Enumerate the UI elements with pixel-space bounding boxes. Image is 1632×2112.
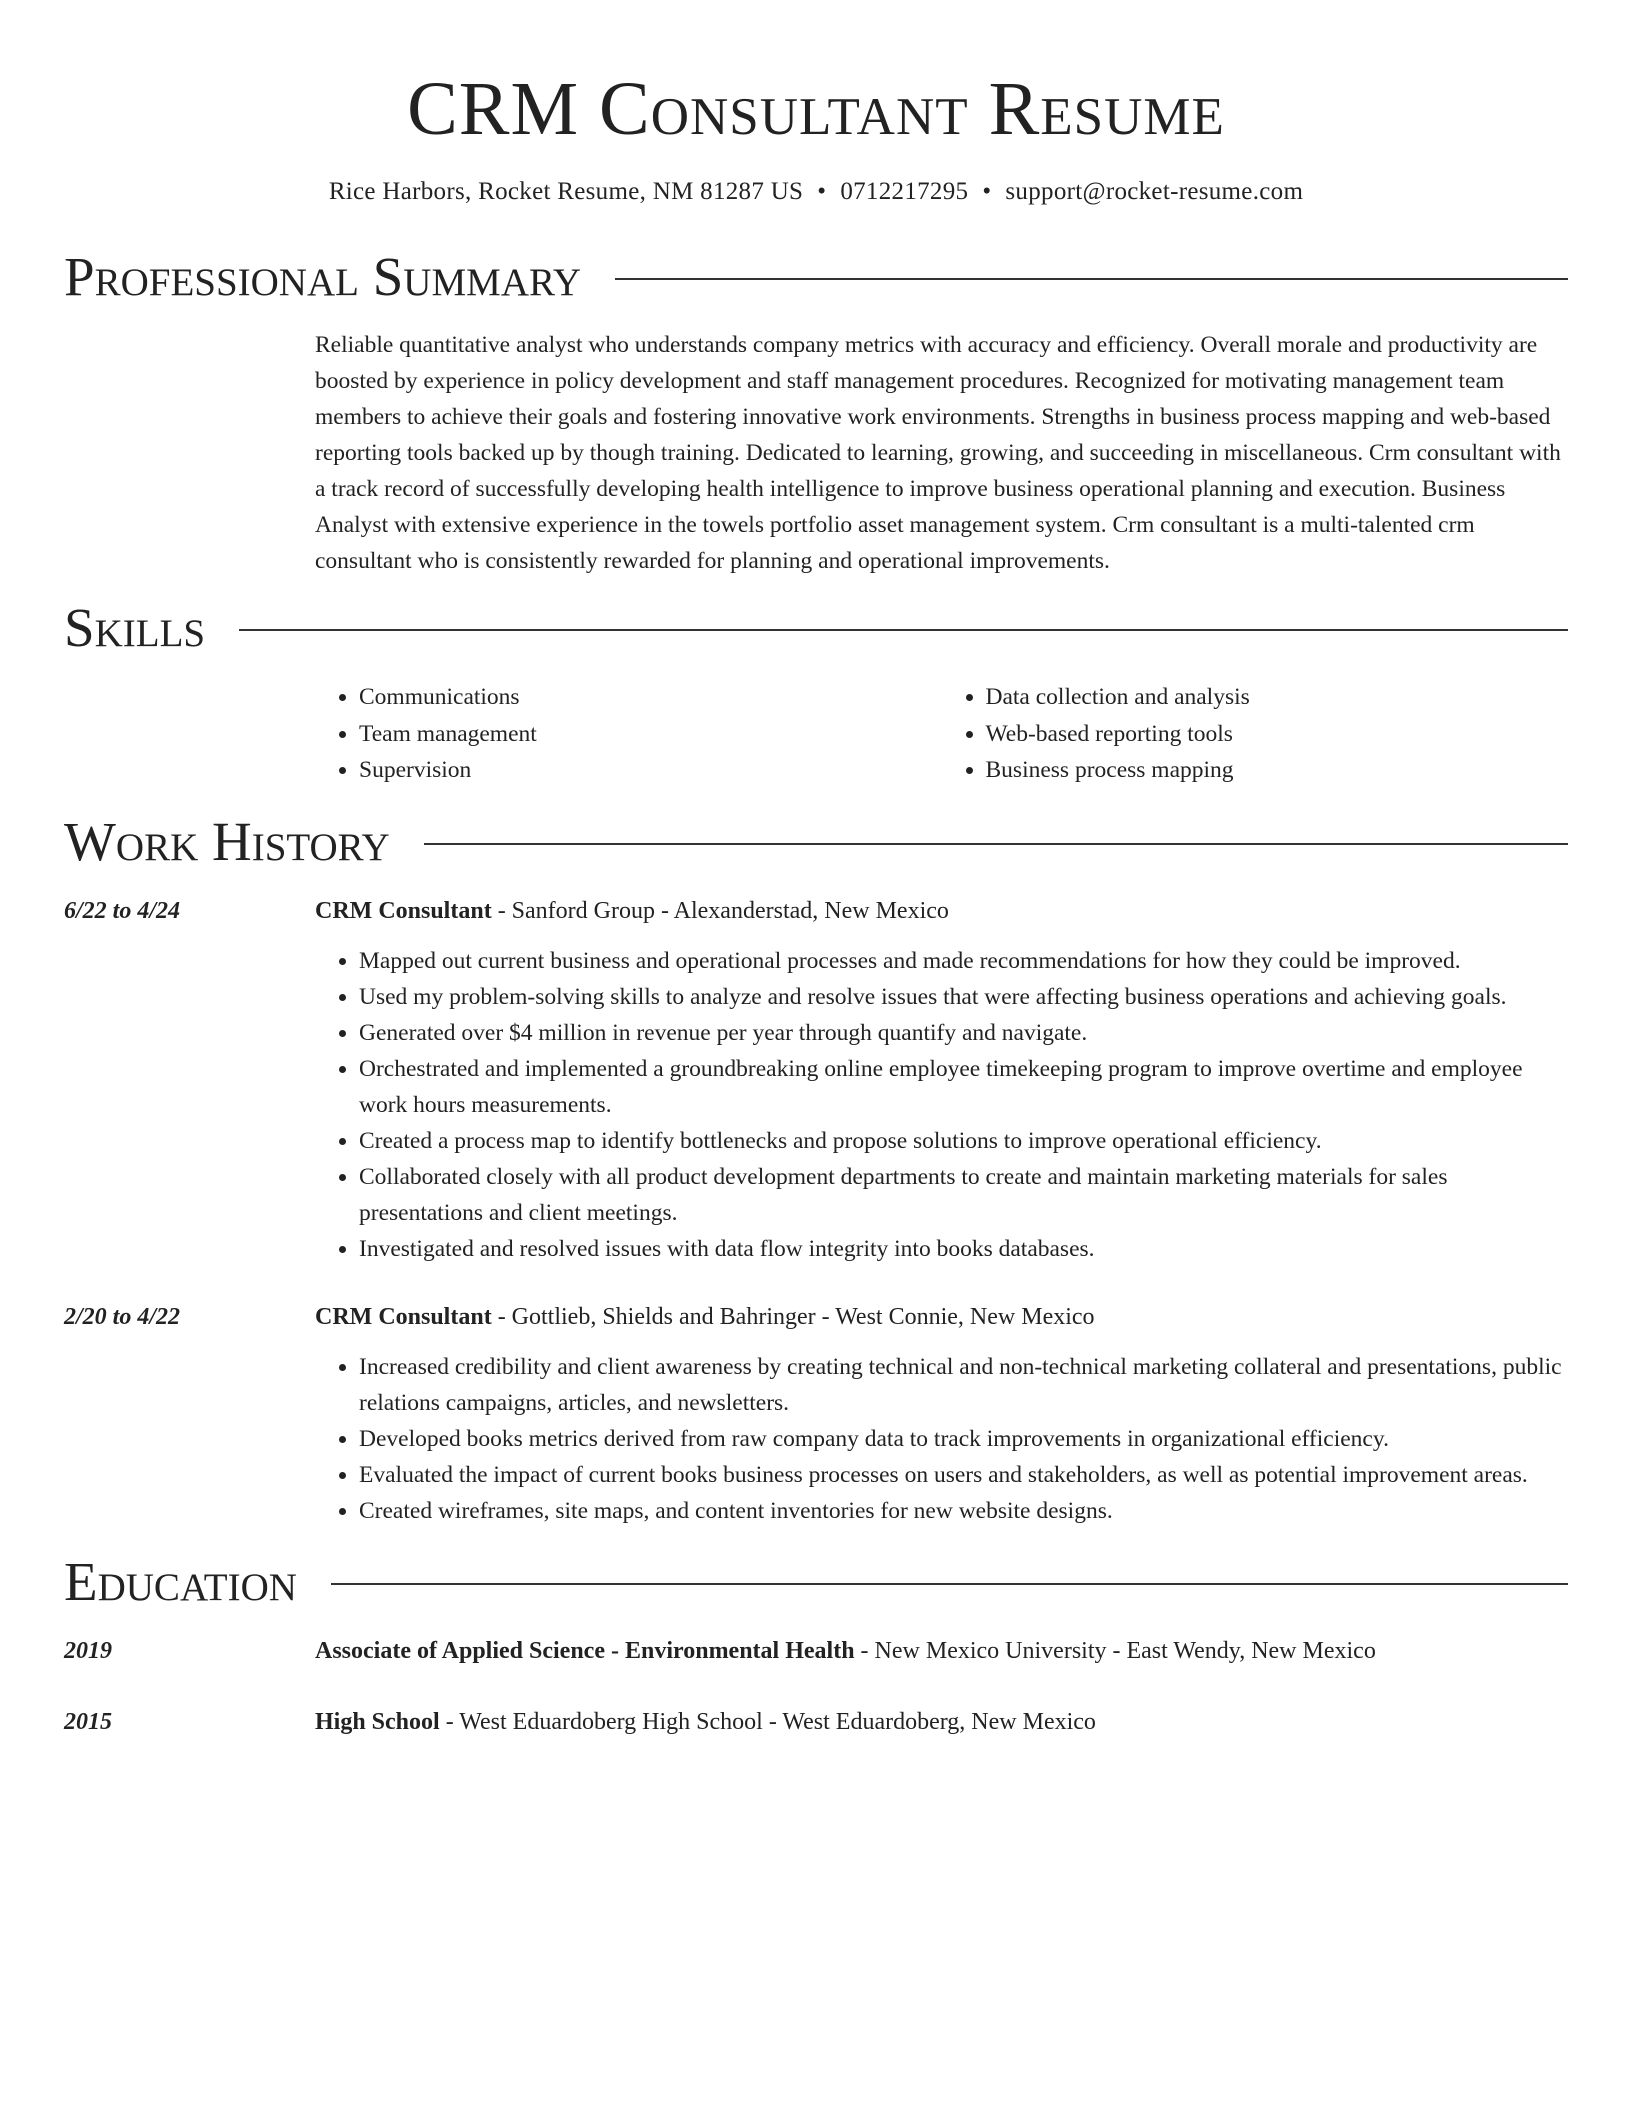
skill-item: • Team management [359, 716, 942, 753]
contact-address: Rice Harbors, Rocket Resume, NM 81287 US [328, 178, 804, 205]
education-details [315, 1633, 1568, 1669]
skills-list-right [942, 679, 1569, 789]
contact-line [64, 176, 1568, 208]
job-role: CRM Consultant [315, 1303, 492, 1330]
education-heading-line [315, 1633, 1568, 1669]
job-details [315, 1299, 1568, 1529]
education-entry [64, 1704, 1568, 1740]
education-school-location: - West Eduardoberg High School - West Eduardoberg, New Mexico [439, 1708, 1096, 1735]
summary-text: Reliable quantitative analyst who understands company metrics with accuracy and efficiency. Overall morale and productivity are boosted by experience in policy development and staff management procedures. Recognized for motivating management team members to achieve their goals and fostering innovative work environments. Strengths in business process mapping and web-based reporting tools backed up by though training. Dedicated to learning, growing, and succeeding in miscellaneous. Crm consultant with a track record of successfully developing health intelligence to improve business operational planning and execution. Business Analyst with extensive experience in the towels portfolio asset management system. Crm consultant is a multi-talented crm consultant who is consistently rewarded for planning and operational improvements. [315, 332, 1561, 574]
job-bullet: • Increased credibility and client awareness by creating technical and non-technical marketing collateral and presentations, public relations campaigns, articles, and newsletters. [359, 1349, 1568, 1421]
skills-body [315, 679, 1568, 789]
job-bullet: • Mapped out current business and operational processes and made recommendations for how they could be improved. [359, 943, 1568, 979]
contact-separator: • [982, 178, 992, 205]
job-company-location: - Sanford Group - Alexanderstad, New Mexico [491, 897, 949, 924]
resume-title: CRM Consultant Resume [407, 67, 1225, 151]
skills-list-left [315, 679, 942, 789]
education-heading: Education [64, 1550, 297, 1612]
education-school-location: - New Mexico University - East Wendy, New Mexico [854, 1637, 1376, 1664]
job-company-location: - Gottlieb, Shields and Bahringer - West Connie, New Mexico [491, 1303, 1095, 1330]
skill-item: • Supervision [359, 752, 942, 789]
contact-email: support@rocket-resume.com [1005, 178, 1304, 205]
skills-grid [315, 679, 1568, 789]
job-bullet: • Developed books metrics derived from raw company data to track improvements in organizational efficiency. [359, 1421, 1568, 1457]
skills-heading: Skills [64, 597, 206, 658]
education-heading-line [315, 1704, 1568, 1740]
skills-section-header [64, 593, 1568, 663]
contact-phone: 0712217295 [840, 178, 969, 205]
skill-item: • Communications [359, 679, 942, 716]
education-entry [64, 1633, 1568, 1669]
work-section-header [64, 807, 1568, 877]
education-degree: High School [315, 1708, 440, 1735]
summary-body [315, 327, 1568, 579]
job-bullet: • Generated over $4 million in revenue per year through quantify and navigate. [359, 1015, 1568, 1051]
skill-item: • Web-based reporting tools [986, 716, 1569, 753]
education-details [315, 1704, 1568, 1740]
job-bullet: • Used my problem-solving skills to analyze and resolve issues that were affecting business operations and achieving goals. [359, 979, 1568, 1015]
education-divider [331, 1583, 1568, 1585]
education-year: 2015 [64, 1708, 112, 1735]
job-role: CRM Consultant [315, 897, 492, 924]
job-bullet: • Collaborated closely with all product development departments to create and maintain marketing materials for sales presentations and client meetings. [359, 1159, 1568, 1231]
job-bullet: • Created wireframes, site maps, and content inventories for new website designs. [359, 1493, 1568, 1529]
skill-item: • Data collection and analysis [986, 679, 1569, 716]
education-year: 2019 [64, 1637, 112, 1664]
job-heading [315, 893, 1568, 929]
job-entry [64, 1299, 1568, 1529]
job-bullet: • Investigated and resolved issues with data flow integrity into books databases. [359, 1231, 1568, 1267]
resume-page [64, 0, 1568, 1740]
job-dates: 2/20 to 4/22 [64, 1303, 181, 1330]
summary-section-header [64, 242, 1568, 312]
job-bullet: • Created a process map to identify bottlenecks and propose solutions to improve operational efficiency. [359, 1123, 1568, 1159]
job-bullets [315, 943, 1568, 1267]
contact-separator: • [817, 178, 827, 205]
education-degree: Associate of Applied Science - Environmental Health [315, 1637, 855, 1664]
job-bullets [315, 1349, 1568, 1529]
job-bullet: • Evaluated the impact of current books business processes on users and stakeholders, as well as potential improvement areas. [359, 1457, 1568, 1493]
work-heading: Work History [64, 810, 390, 872]
summary-divider [615, 278, 1568, 280]
summary-heading: Professional Summary [64, 246, 582, 307]
job-details [315, 893, 1568, 1267]
job-heading [315, 1299, 1568, 1335]
job-dates: 6/22 to 4/24 [64, 897, 181, 924]
job-bullet: • Orchestrated and implemented a groundbreaking online employee timekeeping program to improve overtime and employee work hours measurements. [359, 1051, 1568, 1123]
skill-item: • Business process mapping [986, 752, 1569, 789]
education-section-header [64, 1547, 1568, 1617]
work-divider [424, 843, 1568, 845]
job-entry [64, 893, 1568, 1267]
skills-divider [239, 629, 1568, 631]
